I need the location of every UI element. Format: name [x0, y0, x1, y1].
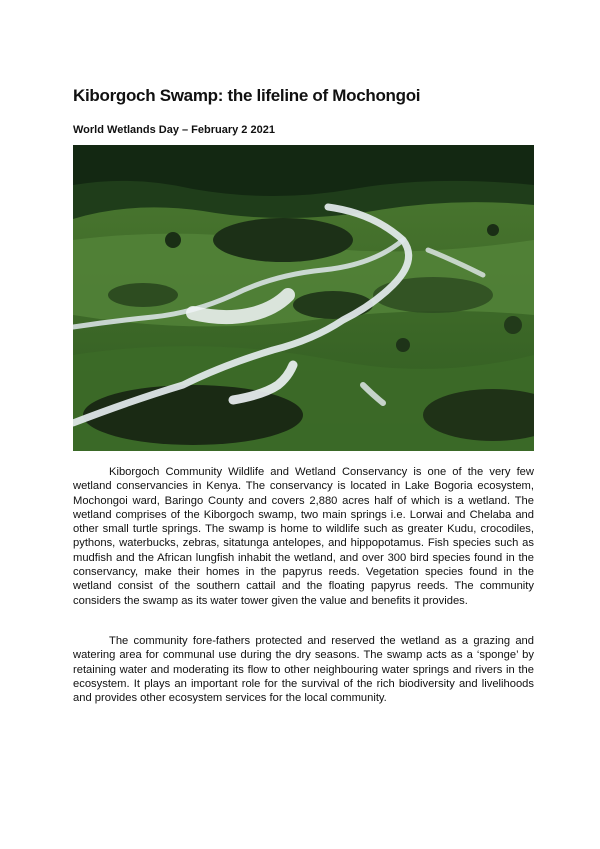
- body-paragraph-1: Kiborgoch Community Wildlife and Wetland Conservancy is one of the very few wetland conservancies in Kenya. The conservancy is located in Lake Bogoria ecosystem, Mochongoi ward, Baringo County and covers 2,880 acres half of which is a wetland. The wetland comprises of the Kiborgoch swamp, two main springs i.e. Lorwai and Chelaba and other small turtle springs. The swamp is home to wildlife such as greater Kudu, crocodiles, pythons, waterbucks, zebras, sitatunga antelopes, and hippopotamus. Fish species such as mudfish and the African lungfish inhabit the wetland, and over 300 bird species found in the conservancy, make their homes in the papyrus reeds. Vegetation species found in the wetland consist of the southern cattail and the floating papyrus reeds. The community considers the swamp as its water tower given the value and benefits it provides.: [73, 466, 534, 607]
- page-title: Kiborgoch Swamp: the lifeline of Mochongoi: [73, 86, 421, 105]
- swamp-landscape-image: [73, 145, 534, 451]
- swamp-photo: [73, 145, 534, 451]
- page-subtitle: World Wetlands Day – February 2 2021: [73, 124, 275, 136]
- body-paragraph-2: The community fore-fathers protected and reserved the wetland as a grazing and watering area for communal use during the dry seasons. The swamp acts as a ‘sponge’ by retaining water and moderating its flow to other neighbouring water springs and rivers in the ecosystem. It plays an important role for the survival of the rich biodiversity and livelihoods and provides other ecosystem services for the local community.: [73, 635, 534, 705]
